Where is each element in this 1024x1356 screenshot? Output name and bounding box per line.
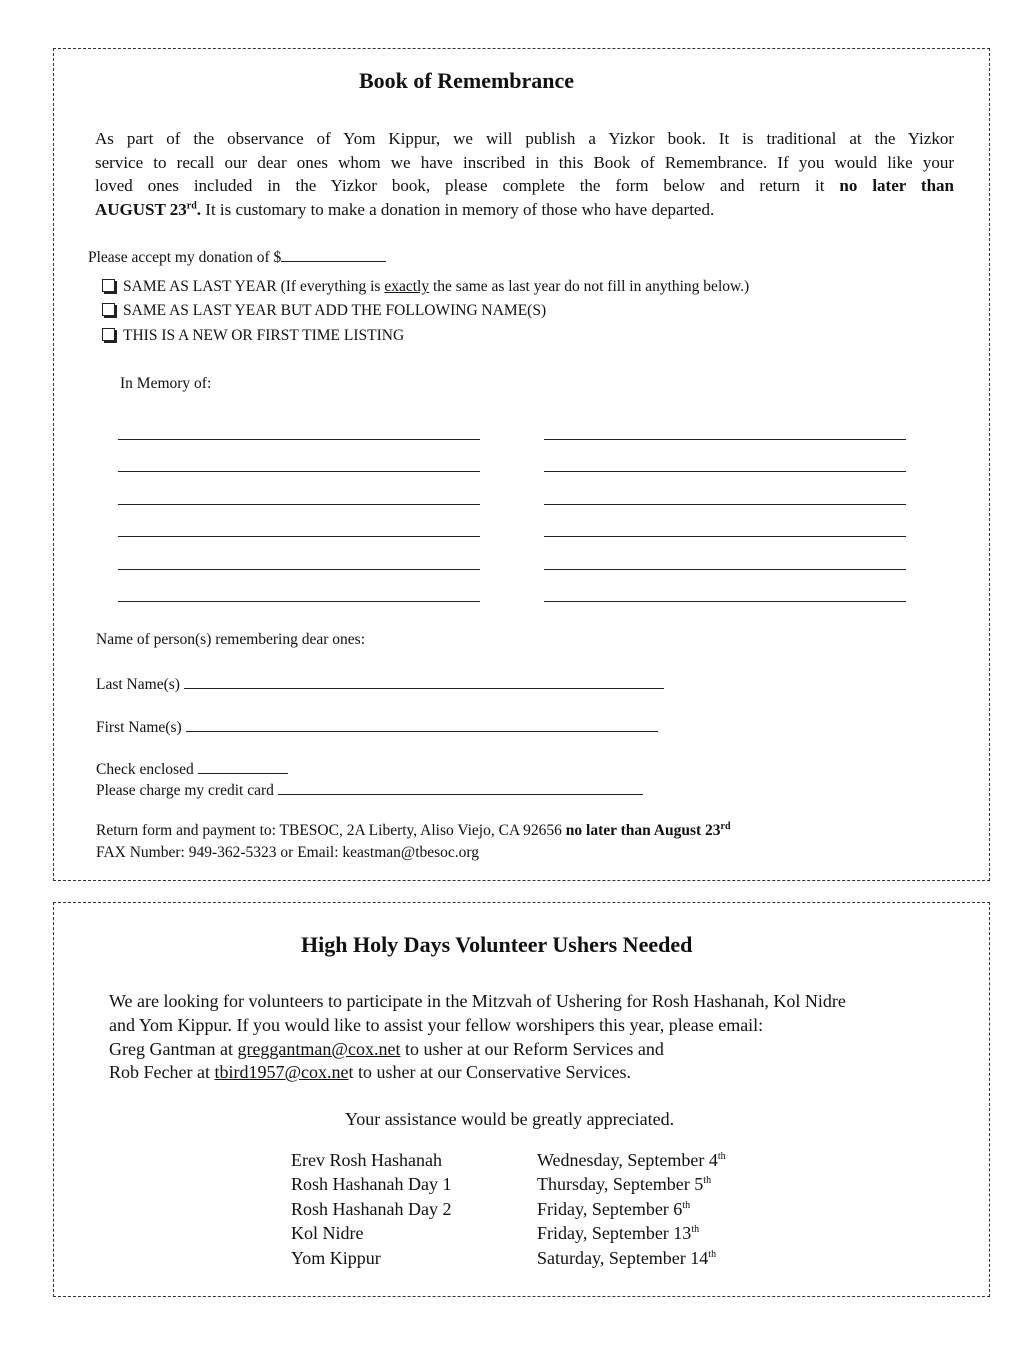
return-address: Return form and payment to: TBESOC, 2A Liberty, Aliso Viejo, CA 92656 no later than August 23rd [96, 820, 731, 839]
ushers-line-greg: Greg Gantman at greggantman@cox.net to usher at our Reform Services and [109, 1039, 664, 1059]
memory-name-field[interactable] [544, 536, 906, 537]
option-add-names[interactable]: SAME AS LAST YEAR BUT ADD THE FOLLOWING NAME(S) [102, 302, 546, 320]
memory-name-field[interactable] [118, 471, 480, 472]
ushers-line-rob: Rob Fecher at tbird1957@cox.net to usher at our Conservative Services. [109, 1062, 631, 1082]
credit-card-row: Please charge my credit card [96, 780, 643, 800]
greg-email-link[interactable]: greggantman@cox.net [237, 1039, 401, 1059]
appreciation-line: Your assistance would be greatly appreciated. [345, 1109, 675, 1129]
in-memory-label: In Memory of: [120, 375, 212, 392]
intro-line-1: As part of the observance of Yom Kippur, we will publish a Yizkor book. It is traditional at the Yizkor [95, 129, 954, 148]
first-name-field[interactable] [186, 717, 658, 732]
credit-card-field[interactable] [278, 780, 643, 795]
ushers-line-2: and Yom Kippur. If you would like to assist your fellow worshipers this year, please email: [109, 1015, 764, 1035]
donation-amount-field[interactable] [281, 247, 386, 262]
schedule-event: Erev Rosh Hashanah [291, 1150, 442, 1170]
memory-name-field[interactable] [118, 569, 480, 570]
schedule-date: Thursday, September 5th [537, 1174, 712, 1194]
schedule-event: Yom Kippur [291, 1248, 381, 1268]
option-same-as-last-year[interactable]: SAME AS LAST YEAR (If everything is exactly the same as last year do not fill in anything below.) [102, 278, 749, 296]
check-enclosed-row: Check enclosed [96, 759, 288, 779]
donation-label: Please accept my donation of $ [88, 249, 282, 266]
remembrance-title: Book of Remembrance [359, 68, 575, 93]
intro-line-4: AUGUST 23rd. It is customary to make a donation in memory of those who have departed. [95, 199, 715, 219]
first-name-row: First Name(s) [96, 717, 658, 737]
schedule-event: Kol Nidre [291, 1223, 364, 1243]
check-enclosed-field[interactable] [198, 759, 288, 774]
checkbox-icon[interactable] [102, 279, 115, 292]
fax-email-line: FAX Number: 949-362-5323 or Email: keastman@tbesoc.org [96, 844, 480, 861]
memory-name-field[interactable] [544, 569, 906, 570]
last-name-row: Last Name(s) [96, 674, 664, 694]
memory-name-field[interactable] [118, 536, 480, 537]
schedule-date: Friday, September 13th [537, 1223, 700, 1243]
option-new-listing[interactable]: THIS IS A NEW OR FIRST TIME LISTING [102, 327, 404, 345]
rememberer-label: Name of person(s) remembering dear ones: [96, 631, 365, 648]
ushers-line-1: We are looking for volunteers to participate in the Mitzvah of Ushering for Rosh Hashanah, Kol Nidre [109, 991, 846, 1011]
rob-email-link[interactable]: tbird1957@cox.ne [214, 1062, 349, 1082]
remembrance-intro [95, 127, 954, 221]
intro-line-3: loved ones included in the Yizkor book, please complete the form below and return it no later than [95, 176, 955, 195]
memory-name-field[interactable] [544, 504, 906, 505]
intro-line-2: service to recall our dear ones whom we have inscribed in this Book of Remembrance. If you would like your [95, 152, 954, 172]
checkbox-icon[interactable] [102, 328, 115, 341]
schedule-date: Saturday, September 14th [537, 1248, 717, 1268]
last-name-field[interactable] [184, 674, 664, 689]
schedule-event: Rosh Hashanah Day 2 [291, 1199, 452, 1219]
schedule-event: Rosh Hashanah Day 1 [291, 1174, 452, 1194]
memory-name-field[interactable] [118, 439, 480, 440]
ushers-title: High Holy Days Volunteer Ushers Needed [301, 932, 693, 957]
donation-row [88, 247, 386, 267]
checkbox-icon[interactable] [102, 303, 115, 316]
schedule-date: Friday, September 6th [537, 1199, 691, 1219]
memory-name-field[interactable] [118, 504, 480, 505]
memory-name-field[interactable] [544, 601, 906, 602]
schedule-date: Wednesday, September 4th [537, 1150, 726, 1170]
memory-name-field[interactable] [544, 439, 906, 440]
volunteer-ushers-section [53, 902, 990, 1297]
memory-name-field[interactable] [544, 471, 906, 472]
memory-name-field[interactable] [118, 601, 480, 602]
